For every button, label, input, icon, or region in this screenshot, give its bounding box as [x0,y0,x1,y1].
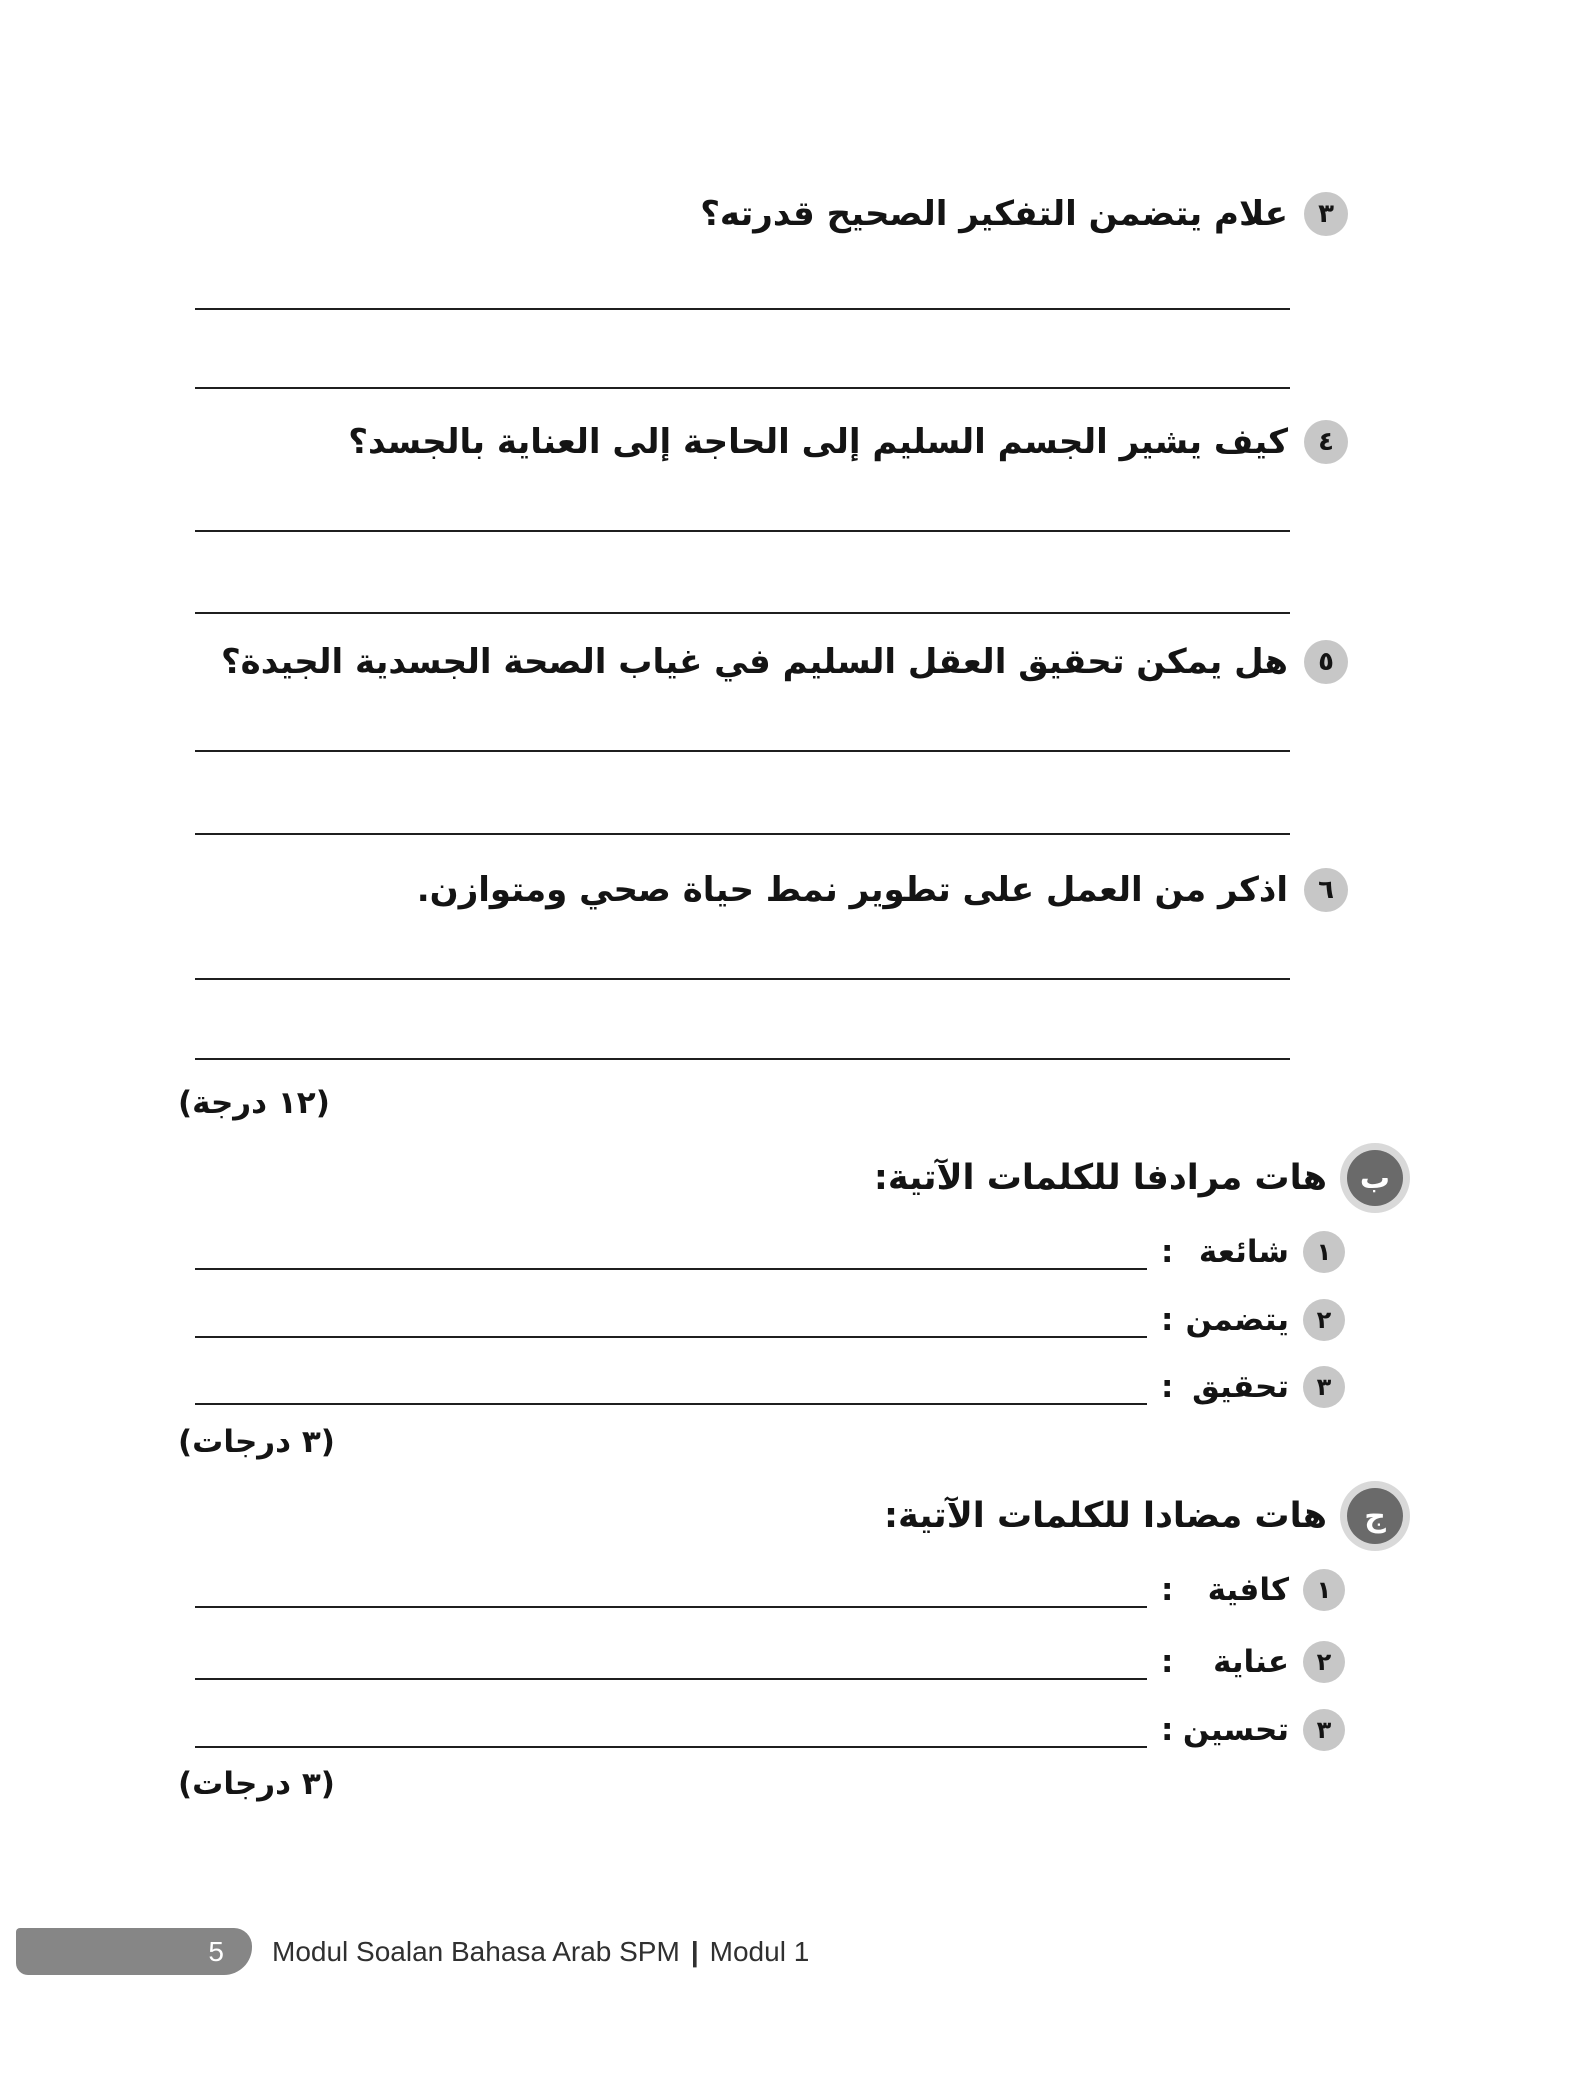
footer-module: Modul 1 [709,1936,810,1967]
question-3 [700,192,1348,236]
section-c-header [884,1488,1403,1544]
answer-line[interactable] [195,530,1290,532]
answer-line[interactable] [195,833,1290,835]
question-number-badge: ٦ [1304,868,1348,912]
item-number-badge: ٢ [1303,1299,1345,1341]
colon: : [1161,1234,1174,1270]
answer-line[interactable] [195,1678,1147,1680]
answer-line[interactable] [195,1403,1147,1405]
question-text: اذكر من العمل على تطوير نمط حياة صحي ومتوازن. [416,870,1288,910]
section-b-badge: ب [1347,1150,1403,1206]
vocab-item [195,1706,1345,1754]
vocab-word: كافية [1207,1572,1289,1608]
answer-line[interactable] [195,1746,1147,1748]
answer-line[interactable] [195,1058,1290,1060]
vocab-item [195,1363,1345,1411]
vocab-word: تحقيق [1192,1369,1289,1405]
question-text: كيف يشير الجسم السليم إلى الحاجة إلى العناية بالجسد؟ [348,422,1288,462]
footer-separator: | [690,1936,699,1967]
vocab-item [195,1566,1345,1614]
section-b-title: هات مرادفا للكلمات الآتية: [873,1158,1327,1198]
colon: : [1161,1302,1174,1338]
answer-line[interactable] [195,1268,1147,1270]
vocab-word: شائعة [1198,1234,1289,1270]
vocab-item [195,1638,1345,1686]
colon: : [1161,1712,1174,1748]
item-number-badge: ٣ [1303,1366,1345,1408]
vocab-word: عناية [1213,1644,1289,1680]
marks-label: (١٢ درجة) [178,1085,330,1121]
vocab-item [195,1228,1345,1276]
footer-book-title: Modul Soalan Bahasa Arab SPM [272,1936,680,1967]
question-number-badge: ٥ [1304,640,1348,684]
answer-line[interactable] [195,612,1290,614]
colon: : [1161,1644,1174,1680]
marks-label: (٣ درجات) [178,1424,335,1460]
page-number: 5 [208,1935,224,1967]
question-6 [417,868,1348,912]
answer-line[interactable] [195,978,1290,980]
question-4 [348,420,1348,464]
colon: : [1161,1369,1174,1405]
question-text: هل يمكن تحقيق العقل السليم في غياب الصحة الجسدية الجيدة؟ [220,642,1288,682]
colon: : [1161,1572,1174,1608]
footer-title [272,1936,809,1968]
page-number-bar [16,1928,252,1975]
section-b-header [874,1150,1403,1206]
question-text: علام يتضمن التفكير الصحيح قدرته؟ [700,194,1288,234]
item-number-badge: ١ [1303,1231,1345,1273]
answer-line[interactable] [195,387,1290,389]
answer-line[interactable] [195,1606,1147,1608]
item-number-badge: ١ [1303,1569,1345,1611]
answer-line[interactable] [195,1336,1147,1338]
item-number-badge: ٣ [1303,1709,1345,1751]
question-number-badge: ٣ [1304,192,1348,236]
vocab-word: تحسين [1182,1712,1289,1748]
marks-label: (٣ درجات) [178,1766,335,1802]
vocab-word: يتضمن [1185,1302,1289,1338]
vocab-item [195,1296,1345,1344]
answer-line[interactable] [195,308,1290,310]
question-5 [221,640,1348,684]
question-number-badge: ٤ [1304,420,1348,464]
answer-line[interactable] [195,750,1290,752]
section-c-badge: ج [1347,1488,1403,1544]
item-number-badge: ٢ [1303,1641,1345,1683]
section-c-title: هات مضادا للكلمات الآتية: [884,1496,1327,1536]
